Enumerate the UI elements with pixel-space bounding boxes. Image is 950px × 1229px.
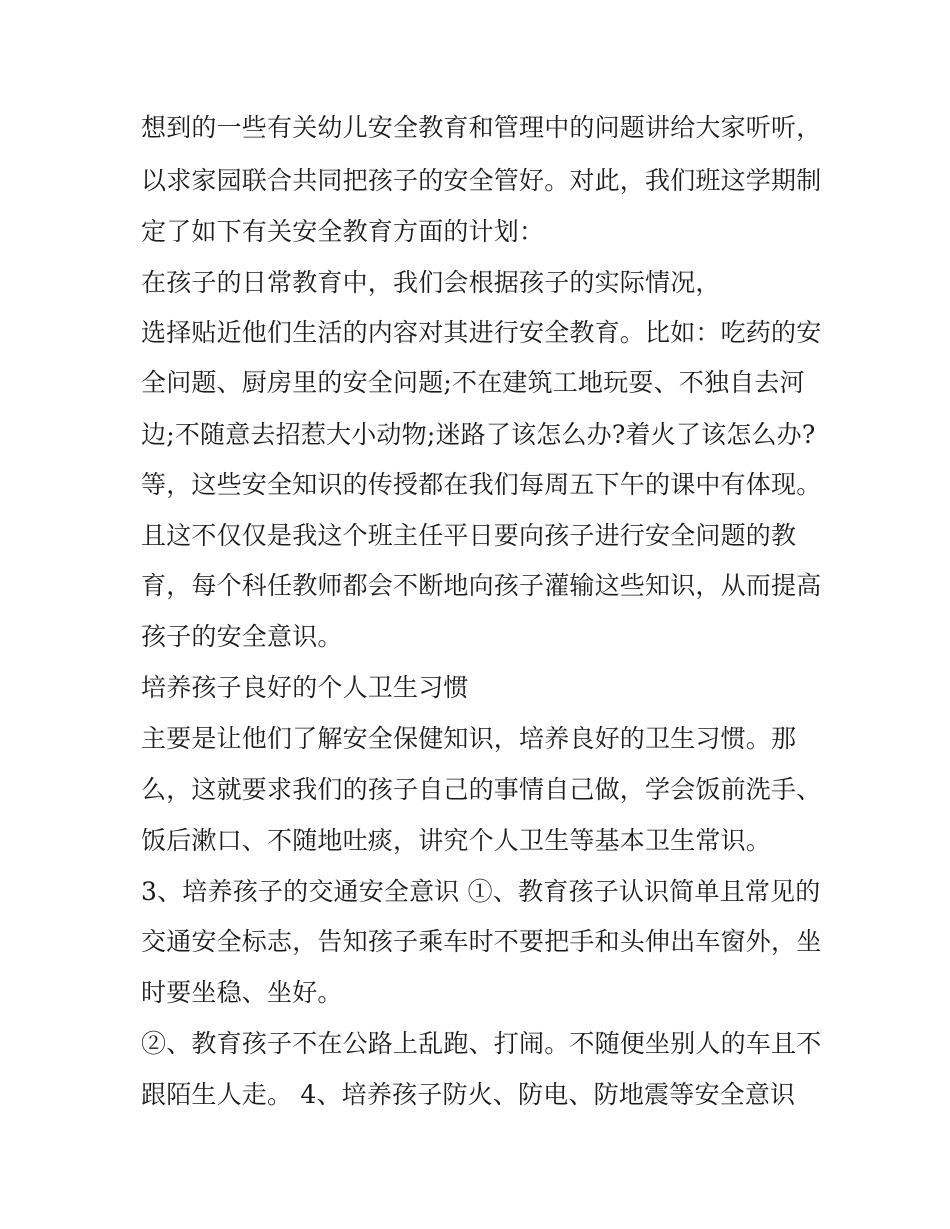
text-line: ②、教育孩子不在公路上乱跑、打闹。不随便坐别人的车且不 [141,1029,822,1058]
text-line: 么，这就要求我们的孩子自己的事情自己做，学会饭前洗手、 [141,775,822,804]
text-line: 选择贴近他们生活的内容对其进行安全教育。比如：吃药的安 [141,318,822,347]
section-heading: 培养孩子良好的个人卫生习惯 [141,673,469,702]
text-line: 在孩子的日常教育中，我们会根据孩子的实际情况， [141,268,721,297]
text-line: 以求家园联合共同把孩子的安全管好。对此，我们班这学期制 [141,166,822,195]
text-line: 跟陌生人走。 4、培养孩子防火、防电、防地震等安全意识 [141,1080,796,1109]
text-line: 孩子的安全意识。 [141,622,343,651]
text-line: 全问题、厨房里的安全问题;不在建筑工地玩耍、不独自去河 [141,368,805,397]
text-line: 想到的一些有关幼儿安全教育和管理中的问题讲给大家听听， [141,113,822,142]
text-line: 定了如下有关安全教育方面的计划： [141,217,545,246]
text-line: 交通安全标志，告知孩子乘车时不要把手和头伸出车窗外，坐 [141,927,822,956]
text-line: 育，每个科任教师都会不断地向孩子灌输这些知识，从而提高 [141,571,822,600]
text-line: 边;不随意去招惹大小动物;迷路了该怎么办?着火了该怎么办? [141,420,816,449]
text-line: 时要坐稳、坐好。 [141,978,343,1007]
text-line: 且这不仅仅是我这个班主任平日要向孩子进行安全问题的教 [141,521,797,550]
text-line: 3、培养孩子的交通安全意识 ①、教育孩子认识简单且常见的 [141,877,821,906]
text-line: 等，这些安全知识的传授都在我们每周五下午的课中有体现。 [141,470,822,499]
text-line: 主要是让他们了解安全保健知识，培养良好的卫生习惯。那 [141,724,797,753]
text-line: 饭后漱口、不随地吐痰，讲究个人卫生等基本卫生常识。 [141,826,772,855]
